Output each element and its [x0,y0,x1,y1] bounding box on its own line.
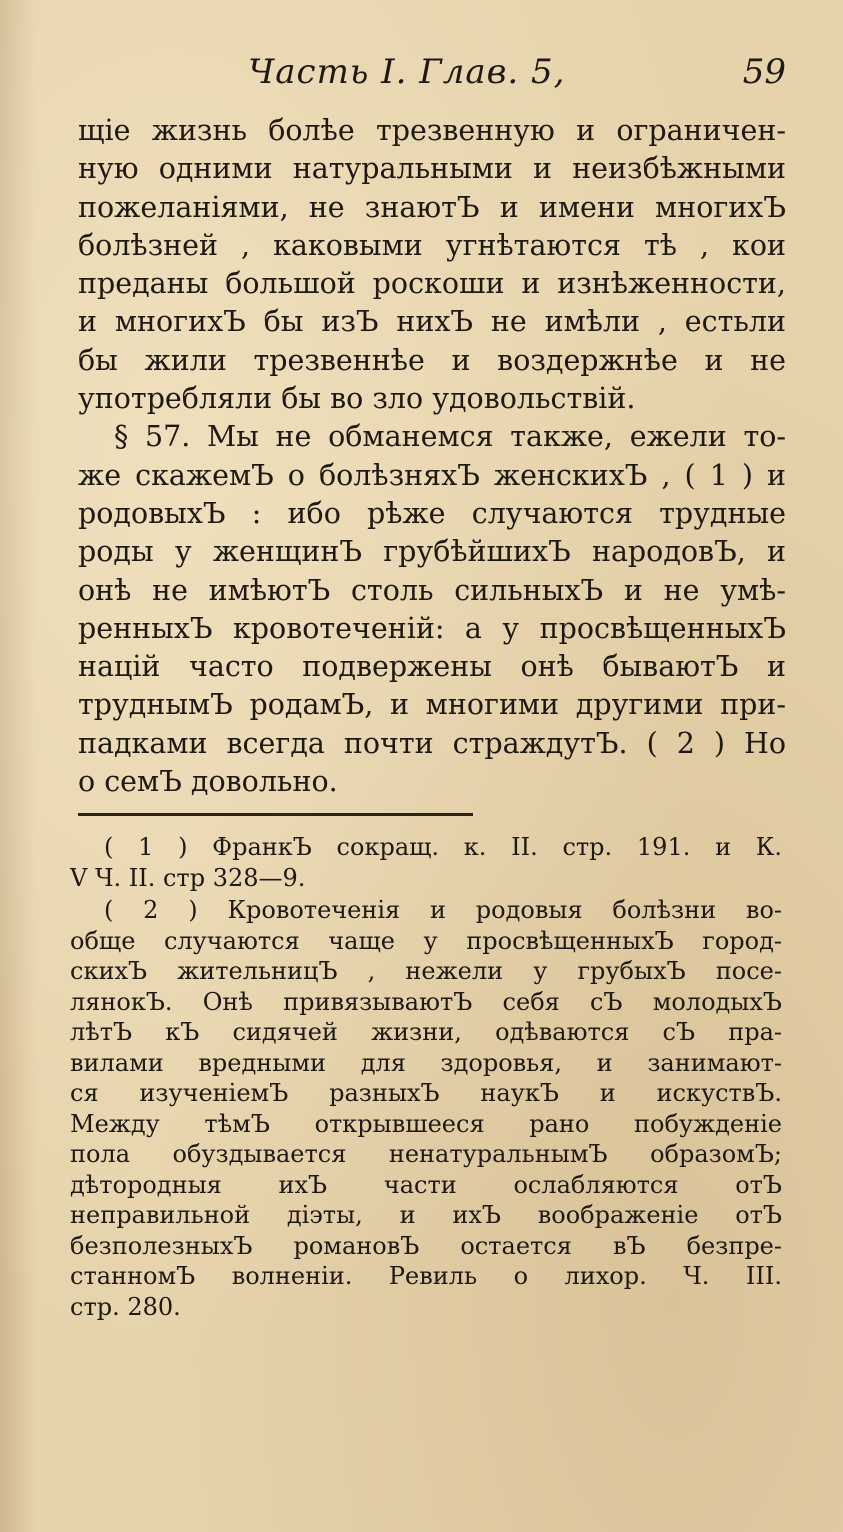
text-line: падками всегда почти страждутЪ. ( 2 ) Но [78,726,786,760]
footnote-line: дѣтородныя ихЪ части ослабляются отЪ [70,1170,782,1199]
footnote-line: Между тѣмЪ открывшееся рано побужденіе [70,1109,782,1138]
text-line: пожеланіями, не знаютЪ и имени многихЪ [78,190,786,224]
footnote-line: лянокЪ. Онѣ привязываютЪ себя сЪ молодыхЪ [70,987,782,1016]
text-line: онѣ не имѣютЪ столь сильныхЪ и не умѣ- [78,573,786,607]
footnote-line: ( 2 ) Кровотеченія и родовыя болѣзни во- [104,896,782,924]
text-line: преданы большой роскоши и изнѣженности, [78,267,786,301]
footnote-line: вилами вредными для здоровья, и занимают- [70,1048,782,1077]
text-line: употребляли бы во зло удовольствій. [78,382,636,416]
text-line: бы жили трезвеннѣе и воздержнѣе и не [78,343,786,377]
footnotes [70,832,782,1324]
text-line: о семЪ довольно. [78,765,338,799]
footnote-line: ( 1 ) ФранкЪ сокращ. к. II. стр. 191. и К. [104,833,782,861]
main-text [78,112,786,801]
footnote-line: ся изученіемЪ разныхЪ наукЪ и искуствЪ. [70,1079,782,1107]
text-line: роды у женщинЪ грубѣйшихЪ народовЪ, и [78,535,786,569]
footnote-line: безполезныхЪ романовЪ остается вЪ безпре- [70,1231,782,1260]
footnote-line: обще случаются чаще у просвѣщенныхЪ город- [70,926,782,955]
text-line: и многихЪ бы изЪ нихЪ не имѣли , естьли [78,305,786,339]
footnote-line: пола обуздывается ненатуральнымЪ образомЪ; [70,1140,782,1168]
footnote-line: V Ч. II. стр 328—9. [70,863,306,892]
footnote-line: скихЪ жительницЪ , нежели у грубыхЪ посе- [70,957,782,985]
footnote-2 [70,895,782,1322]
text-line: труднымЪ родамЪ, и многими другими при- [78,688,786,722]
running-title: Часть I. Глав. 5, [248,52,566,92]
footnote-line: неправильной діэты, и ихЪ воображеніе отЪ [70,1201,782,1229]
paragraph-57-line: § 57. Мы не обманемся также, ежели то- [114,420,786,454]
text-line: родовыхЪ : ибо рѣже случаются трудные [78,496,786,530]
text-line: націй часто подвержены онѣ бываютЪ и [78,650,786,684]
text-line: же скажемЪ о болѣзняхЪ женскихЪ , ( 1 ) и [78,458,786,492]
page-number: 59 [742,52,786,92]
text-line: болѣзней , каковыми угнѣтаются тѣ , кои [78,228,786,262]
text-line: щіе жизнь болѣе трезвенную и ограничен- [78,114,786,147]
footnote-line: стр. 280. [70,1292,181,1321]
footnote-line: лѣтЪ кЪ сидячей жизни, одѣваются сЪ пра- [70,1018,782,1046]
footnote-1 [70,832,782,893]
footnote-line: станномЪ волненіи. Ревиль о лихор. Ч. III. [70,1262,782,1290]
text-line: ную одними натуральными и неизбѣжными [78,152,786,186]
text-line: ренныхЪ кровотеченій: а у просвѣщенныхЪ [78,611,786,645]
page-header [78,52,786,102]
footnote-divider [78,813,473,816]
